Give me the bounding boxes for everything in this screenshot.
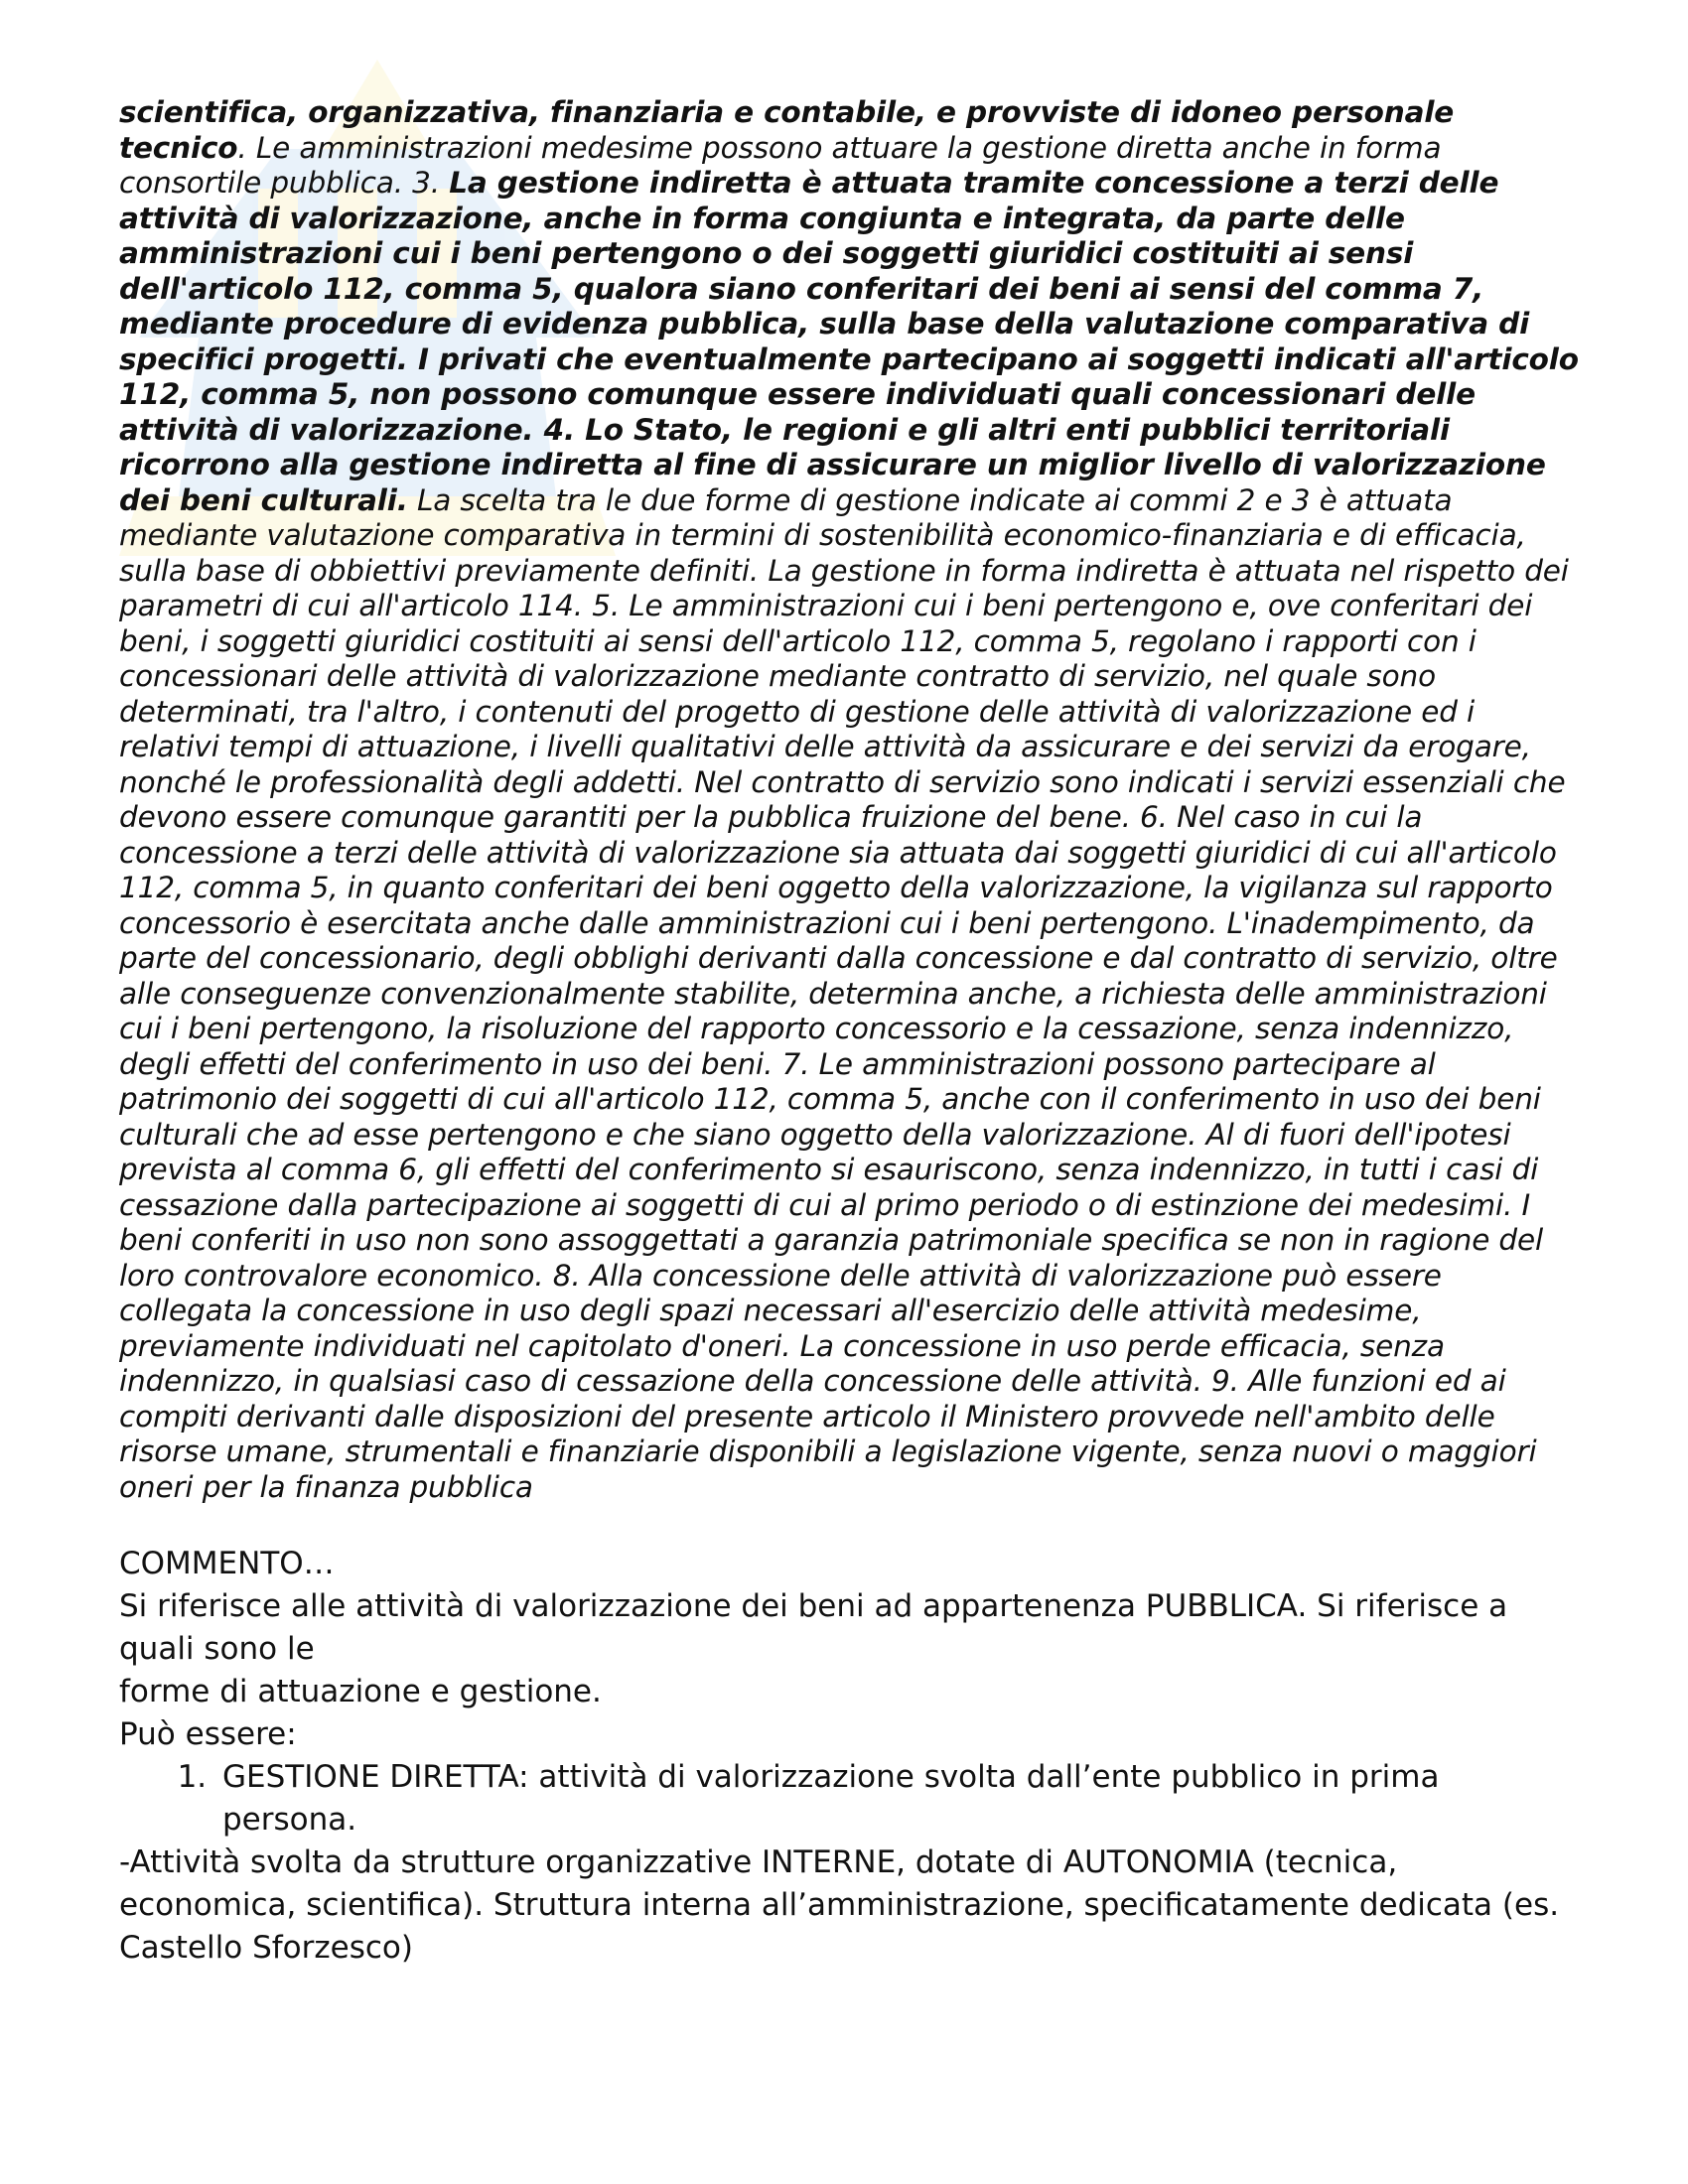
law-segment: . Le amministrazioni medesime possono attuare la gestione diretta anche in forma consortile pubblica. 3.: [119, 130, 1442, 200]
list-item: 1. GESTIONE DIRETTA: attività di valorizzazione svolta dall’ente pubblico in prima persona.: [216, 1756, 1579, 1842]
comment-paragraph: -Attività svolta da strutture organizzative INTERNE, dotate di AUTONOMIA (tecnica, economica, scientifica). Struttura interna all’amministrazione, specificatamente dedicata (es. Castello Sforzesco): [119, 1844, 1560, 1966]
law-segment-bold: La gestione indiretta è attuata tramite concessione a terzi delle attività di valorizzazione, anche in forma congiunta e integrata, da parte delle amministrazioni cui i beni pertengono o dei soggetti giuridici costituiti ai sensi dell'articolo 112, comma 5, qualora siano conferitari dei beni ai sensi del comma 7, mediante procedure di evidenza pubblica, sulla base della valutazione comparativa di specifici progetti. I privati che eventualmente partecipano ai soggetti indicati all'articolo 112, comma 5, non possono comunque essere individuati quali concessionari delle attività di valorizzazione. 4. Lo Stato, le regioni e gli altri enti pubblici territoriali ricorrono alla gestione indiretta al fine di assicurare un miglior livello di valorizzazione dei beni culturali.: [119, 166, 1579, 517]
comment-heading: COMMENTO…: [119, 1546, 335, 1581]
comment-paragraph: forme di attuazione e gestione.: [119, 1674, 602, 1709]
comment-paragraph: Si riferisce alle attività di valorizzazione dei beni ad appartenenza PUBBLICA. Si riferisce a quali sono le: [119, 1588, 1508, 1667]
comment-section: [119, 1543, 1579, 1970]
document-page: [119, 95, 1579, 1970]
law-segment-bold: scientifica, organizzativa, finanziaria e contabile, e provviste di idoneo personale tecnico: [119, 95, 1455, 165]
comment-list: [119, 1756, 1579, 1842]
law-text: [119, 95, 1579, 1505]
law-segment: La scelta tra le due forme di gestione indicate ai commi 2 e 3 è attuata mediante valutazione comparativa in termini di sostenibilità economico-finanziaria e di efficacia, sulla base di obbiettivi previamente definiti. La gestione in forma indiretta è attuata nel rispetto dei parametri di cui all'articolo 114. 5. Le amministrazioni cui i beni pertengono e, ove conferitari dei beni, i soggetti giuridici costituiti ai sensi dell'articolo 112, comma 5, regolano i rapporti con i concessionari delle attività di valorizzazione mediante contratto di servizio, nel quale sono determinati, tra l'altro, i contenuti del progetto di gestione delle attività di valorizzazione ed i relativi tempi di attuazione, i livelli qualitativi delle attività da assicurare e dei servizi da erogare, nonché le professionalità degli addetti. Nel contratto di servizio sono indicati i servizi essenziali che devono essere comunque garantiti per la pubblica fruizione del bene. 6. Nel caso in cui la concessione a terzi delle attività di valorizzazione sia attuata dai soggetti giuridici di cui all'articolo 112, comma 5, in quanto conferitari dei beni oggetto della valorizzazione, la vigilanza sul rapporto concessorio è esercitata anche dalle amministrazioni cui i beni pertengono. L'inadempimento, da parte del concessionario, degli obblighi derivanti dalla concessione e dal contratto di servizio, oltre alle conseguenze convenzionalmente stabilite, determina anche, a richiesta delle amministrazioni cui i beni pertengono, la risoluzione del rapporto concessorio e la cessazione, senza indennizzo, degli effetti del conferimento in uso dei beni. 7. Le amministrazioni possono partecipare al patrimonio dei soggetti di cui all'articolo 112, comma 5, anche con il conferimento in uso dei beni culturali che ad esse pertengono e che siano oggetto della valorizzazione. Al di fuori dell'ipotesi prevista al comma 6, gli effetti del conferimento si esauriscono, senza indennizzo, in tutti i casi di cessazione dalla partecipazione ai soggetti di cui al primo periodo o di estinzione dei medesimi. I beni conferiti in uso non sono assoggettati a garanzia patrimoniale specifica se non in ragione del loro controvalore economico. 8. Alla concessione delle attività di valorizzazione può essere collegata la concessione in uso degli spazi necessari all'esercizio delle attività medesime, previamente individuati nel capitolato d'oneri. La concessione in uso perde efficacia, senza indennizzo, in qualsiasi caso di cessazione della concessione delle attività. 9. Alle funzioni ed ai compiti derivanti dalle disposizioni del presente articolo il Ministero provvede nell'ambito delle risorse umane, strumentali e finanziarie disponibili a legislazione vigente, senza nuovi o maggiori oneri per la finanza pubblica: [119, 482, 1569, 1504]
comment-paragraph: Può essere:: [119, 1716, 297, 1752]
